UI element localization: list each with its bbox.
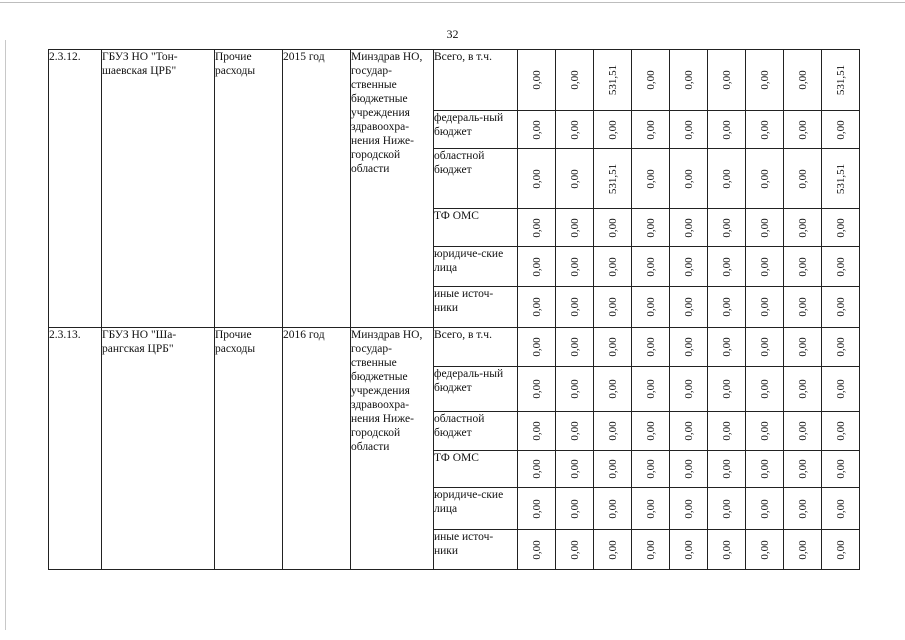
value-cell	[518, 328, 556, 367]
value-text: 0,00	[758, 459, 771, 479]
value-text: 0,00	[644, 256, 657, 277]
value-cell	[670, 451, 708, 488]
value-text: 0,00	[834, 421, 847, 441]
value-text: 0,00	[834, 498, 847, 519]
value-cell	[784, 50, 822, 111]
value-cell	[746, 488, 784, 530]
item-code-cell: 2.3.13.	[49, 328, 102, 570]
budget-table	[48, 49, 860, 570]
value-cell	[670, 149, 708, 209]
value-cell	[746, 50, 784, 111]
value-text: 0,00	[530, 217, 543, 238]
value-text: 0,00	[720, 337, 733, 357]
value-text: 0,00	[682, 337, 695, 357]
value-cell	[556, 488, 594, 530]
value-text: 0,00	[682, 119, 695, 140]
organization-cell: ГБУЗ НО "Ша-рангская ЦРБ"	[102, 328, 215, 570]
value-cell	[784, 287, 822, 328]
funding-source-cell: ТФ ОМС	[434, 451, 518, 488]
value-text: 0,00	[758, 256, 771, 277]
value-cell	[670, 287, 708, 328]
value-cell	[594, 451, 632, 488]
year-cell: 2015 год	[283, 50, 351, 328]
funding-source-cell: федераль-ный бюджет	[434, 111, 518, 149]
funding-source-cell: юридиче-ские лица	[434, 247, 518, 287]
value-text: 0,00	[682, 297, 695, 317]
value-text: 0,00	[834, 119, 847, 140]
value-text: 0,00	[606, 119, 619, 140]
value-text: 0,00	[682, 70, 695, 90]
value-cell	[518, 412, 556, 451]
year-cell: 2016 год	[283, 328, 351, 570]
value-cell	[594, 328, 632, 367]
value-cell	[556, 209, 594, 247]
value-cell	[632, 412, 670, 451]
value-text: 0,00	[568, 498, 581, 519]
value-cell	[784, 367, 822, 412]
value-cell	[822, 50, 860, 111]
item-code-cell: 2.3.12.	[49, 50, 102, 328]
value-cell	[670, 328, 708, 367]
value-text: 0,00	[758, 337, 771, 357]
value-cell	[784, 111, 822, 149]
value-text: 0,00	[530, 421, 543, 441]
value-cell	[632, 451, 670, 488]
value-text: 531,51	[606, 64, 619, 96]
funding-source-cell: федераль-ный бюджет	[434, 367, 518, 412]
value-cell	[784, 328, 822, 367]
value-text: 0,00	[530, 498, 543, 519]
expense-type-cell: Прочие расходы	[215, 50, 283, 328]
value-cell	[708, 247, 746, 287]
value-cell	[784, 412, 822, 451]
value-text: 0,00	[568, 337, 581, 357]
value-text: 0,00	[682, 421, 695, 441]
value-text: 0,00	[606, 379, 619, 399]
value-text: 0,00	[606, 539, 619, 560]
value-cell	[556, 328, 594, 367]
value-text: 0,00	[720, 379, 733, 399]
table-row	[49, 50, 860, 111]
value-text: 0,00	[644, 459, 657, 479]
value-text: 0,00	[796, 337, 809, 357]
value-cell	[632, 530, 670, 570]
value-cell	[594, 111, 632, 149]
value-cell	[632, 149, 670, 209]
value-cell	[708, 530, 746, 570]
value-cell	[594, 367, 632, 412]
value-cell	[708, 111, 746, 149]
value-text: 0,00	[568, 459, 581, 479]
value-text: 0,00	[530, 297, 543, 317]
value-text: 0,00	[720, 459, 733, 479]
value-cell	[822, 328, 860, 367]
value-text: 0,00	[758, 217, 771, 238]
value-text: 0,00	[758, 168, 771, 189]
value-text: 0,00	[606, 421, 619, 441]
value-cell	[822, 412, 860, 451]
value-cell	[746, 328, 784, 367]
value-text: 0,00	[568, 379, 581, 399]
value-cell	[670, 412, 708, 451]
value-cell	[556, 287, 594, 328]
value-cell	[556, 367, 594, 412]
value-cell	[784, 247, 822, 287]
value-text: 0,00	[682, 498, 695, 519]
value-text: 0,00	[834, 337, 847, 357]
value-text: 0,00	[720, 70, 733, 90]
value-cell	[518, 209, 556, 247]
value-text: 0,00	[720, 119, 733, 140]
value-text: 0,00	[530, 337, 543, 357]
value-cell	[518, 50, 556, 111]
value-text: 0,00	[644, 119, 657, 140]
value-text: 0,00	[682, 459, 695, 479]
value-text: 0,00	[606, 337, 619, 357]
value-text: 0,00	[606, 217, 619, 238]
value-text: 531,51	[606, 163, 619, 194]
funding-source-cell: Всего, в т.ч.	[434, 328, 518, 367]
value-cell	[708, 367, 746, 412]
value-cell	[708, 50, 746, 111]
value-text: 0,00	[720, 168, 733, 189]
value-cell	[632, 488, 670, 530]
value-text: 0,00	[530, 459, 543, 479]
value-cell	[708, 451, 746, 488]
scan-edge-top	[0, 2, 905, 3]
value-text: 531,51	[834, 64, 847, 96]
value-cell	[746, 367, 784, 412]
value-text: 0,00	[644, 217, 657, 238]
value-text: 0,00	[796, 70, 809, 90]
value-cell	[632, 111, 670, 149]
value-text: 0,00	[606, 498, 619, 519]
value-text: 0,00	[758, 421, 771, 441]
executor-cell: Минздрав НО, государ-ственные бюджетные учреждения здравоохра-нения Ниже-городской области	[351, 328, 434, 570]
value-text: 0,00	[682, 217, 695, 238]
value-cell	[822, 287, 860, 328]
value-cell	[594, 149, 632, 209]
value-text: 0,00	[834, 256, 847, 277]
value-cell	[632, 209, 670, 247]
value-text: 0,00	[530, 379, 543, 399]
value-cell	[670, 488, 708, 530]
value-cell	[708, 287, 746, 328]
value-cell	[518, 367, 556, 412]
value-text: 531,51	[834, 163, 847, 194]
value-text: 0,00	[720, 498, 733, 519]
value-cell	[708, 412, 746, 451]
value-cell	[822, 247, 860, 287]
value-cell	[556, 451, 594, 488]
table-row	[49, 328, 860, 367]
value-text: 0,00	[568, 297, 581, 317]
value-cell	[594, 50, 632, 111]
value-text: 0,00	[720, 421, 733, 441]
value-text: 0,00	[568, 119, 581, 140]
value-text: 0,00	[720, 256, 733, 277]
funding-source-cell: ТФ ОМС	[434, 209, 518, 247]
value-text: 0,00	[682, 168, 695, 189]
value-text: 0,00	[796, 297, 809, 317]
value-text: 0,00	[644, 421, 657, 441]
value-text: 0,00	[644, 70, 657, 90]
value-text: 0,00	[606, 297, 619, 317]
value-cell	[746, 412, 784, 451]
value-cell	[518, 488, 556, 530]
funding-source-cell: юридиче-ские лица	[434, 488, 518, 530]
value-text: 0,00	[682, 539, 695, 560]
value-cell	[632, 50, 670, 111]
value-text: 0,00	[796, 256, 809, 277]
value-cell	[556, 412, 594, 451]
value-cell	[518, 111, 556, 149]
value-text: 0,00	[834, 459, 847, 479]
value-cell	[746, 287, 784, 328]
value-cell	[632, 367, 670, 412]
funding-source-cell: иные источ-ники	[434, 287, 518, 328]
value-cell	[746, 530, 784, 570]
value-text: 0,00	[834, 379, 847, 399]
value-text: 0,00	[720, 297, 733, 317]
value-cell	[518, 247, 556, 287]
value-cell	[822, 488, 860, 530]
value-cell	[784, 451, 822, 488]
value-text: 0,00	[644, 498, 657, 519]
value-cell	[784, 530, 822, 570]
value-text: 0,00	[758, 119, 771, 140]
value-cell	[518, 530, 556, 570]
value-cell	[594, 488, 632, 530]
value-text: 0,00	[530, 168, 543, 189]
value-text: 0,00	[796, 119, 809, 140]
value-text: 0,00	[568, 70, 581, 90]
value-cell	[708, 149, 746, 209]
value-cell	[594, 247, 632, 287]
value-cell	[594, 530, 632, 570]
value-text: 0,00	[796, 459, 809, 479]
value-cell	[556, 149, 594, 209]
value-text: 0,00	[758, 70, 771, 90]
value-cell	[784, 209, 822, 247]
value-cell	[670, 367, 708, 412]
value-text: 0,00	[568, 539, 581, 560]
value-text: 0,00	[568, 168, 581, 189]
value-cell	[670, 111, 708, 149]
value-cell	[708, 209, 746, 247]
value-text: 0,00	[530, 256, 543, 277]
funding-source-cell: областной бюджет	[434, 149, 518, 209]
value-text: 0,00	[644, 539, 657, 560]
value-text: 0,00	[758, 379, 771, 399]
value-text: 0,00	[834, 297, 847, 317]
value-text: 0,00	[796, 539, 809, 560]
value-text: 0,00	[796, 498, 809, 519]
value-cell	[746, 451, 784, 488]
value-text: 0,00	[568, 256, 581, 277]
value-cell	[594, 209, 632, 247]
value-cell	[784, 149, 822, 209]
value-cell	[670, 50, 708, 111]
value-text: 0,00	[682, 256, 695, 277]
value-text: 0,00	[644, 297, 657, 317]
value-cell	[822, 111, 860, 149]
value-text: 0,00	[758, 297, 771, 317]
value-cell	[518, 287, 556, 328]
value-text: 0,00	[720, 539, 733, 560]
value-cell	[632, 287, 670, 328]
value-cell	[518, 149, 556, 209]
value-text: 0,00	[834, 217, 847, 238]
value-cell	[670, 209, 708, 247]
value-cell	[670, 247, 708, 287]
value-cell	[708, 328, 746, 367]
value-cell	[746, 149, 784, 209]
value-text: 0,00	[530, 70, 543, 90]
value-text: 0,00	[568, 421, 581, 441]
value-cell	[822, 530, 860, 570]
value-cell	[556, 50, 594, 111]
value-text: 0,00	[606, 256, 619, 277]
value-cell	[556, 530, 594, 570]
value-cell	[822, 209, 860, 247]
value-cell	[708, 488, 746, 530]
value-text: 0,00	[796, 217, 809, 238]
value-cell	[518, 451, 556, 488]
value-cell	[670, 530, 708, 570]
value-cell	[594, 287, 632, 328]
value-text: 0,00	[606, 459, 619, 479]
value-cell	[746, 111, 784, 149]
value-text: 0,00	[644, 337, 657, 357]
expense-type-cell: Прочие расходы	[215, 328, 283, 570]
value-text: 0,00	[758, 539, 771, 560]
value-text: 0,00	[796, 421, 809, 441]
value-text: 0,00	[682, 379, 695, 399]
page-number: 32	[446, 27, 459, 41]
funding-source-cell: Всего, в т.ч.	[434, 50, 518, 111]
scan-edge-left	[5, 40, 6, 630]
funding-source-cell: областной бюджет	[434, 412, 518, 451]
value-cell	[822, 149, 860, 209]
value-text: 0,00	[530, 119, 543, 140]
value-text: 0,00	[758, 498, 771, 519]
value-cell	[556, 111, 594, 149]
value-cell	[594, 412, 632, 451]
value-cell	[556, 247, 594, 287]
value-text: 0,00	[568, 217, 581, 238]
value-cell	[746, 209, 784, 247]
value-cell	[784, 488, 822, 530]
value-cell	[632, 328, 670, 367]
value-text: 0,00	[644, 379, 657, 399]
value-cell	[822, 367, 860, 412]
value-cell	[822, 451, 860, 488]
value-cell	[746, 247, 784, 287]
value-text: 0,00	[796, 379, 809, 399]
value-text: 0,00	[644, 168, 657, 189]
executor-cell: Минздрав НО, государ-ственные бюджетные учреждения здравоохра-нения Ниже-городской области	[351, 50, 434, 328]
value-cell	[632, 247, 670, 287]
value-text: 0,00	[834, 539, 847, 560]
value-text: 0,00	[530, 539, 543, 560]
funding-source-cell: иные источ-ники	[434, 530, 518, 570]
organization-cell: ГБУЗ НО "Тон-шаевская ЦРБ"	[102, 50, 215, 328]
value-text: 0,00	[796, 168, 809, 189]
value-text: 0,00	[720, 217, 733, 238]
